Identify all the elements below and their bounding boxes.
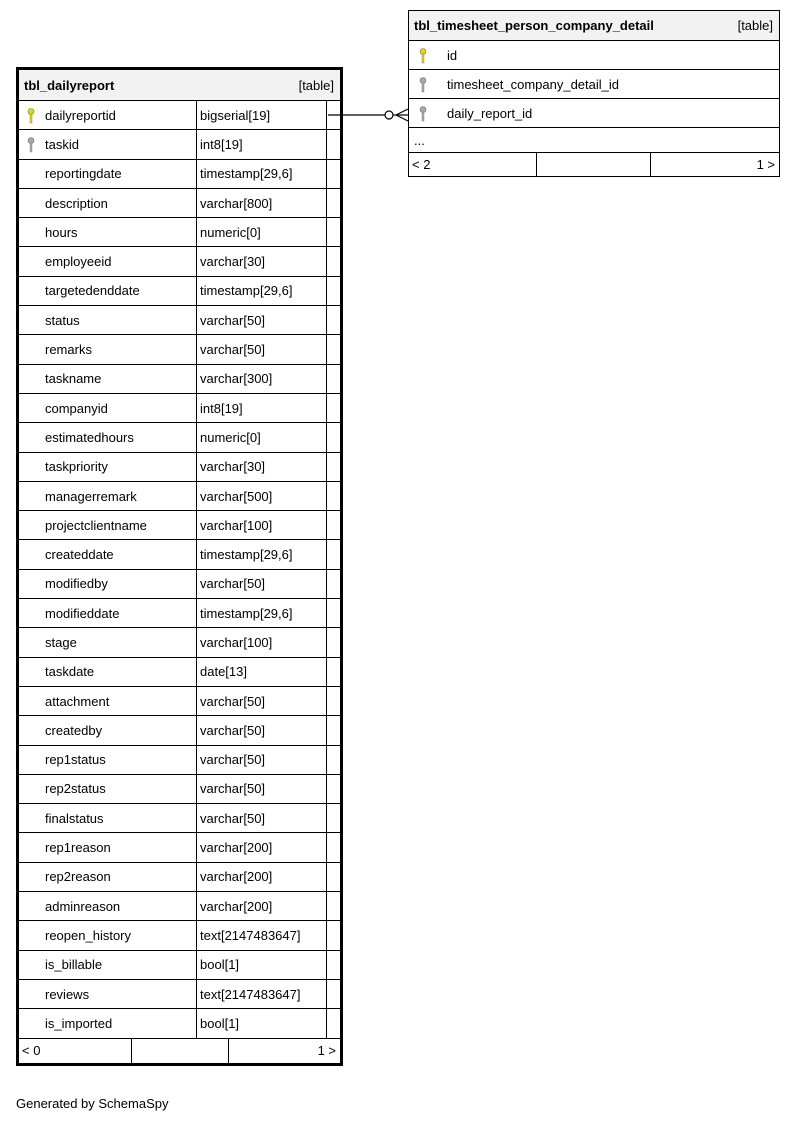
column-name-text: daily_report_id xyxy=(447,105,533,121)
column-type: numeric[0] xyxy=(196,423,327,451)
column-type: varchar[50] xyxy=(196,570,327,598)
parent-count: < 2 xyxy=(409,153,537,176)
column-type: varchar[30] xyxy=(196,247,327,275)
column-type: text[2147483647] xyxy=(196,980,327,1008)
column-name-text: remarks xyxy=(45,342,92,358)
column-name-text: status xyxy=(45,312,80,328)
column-name-text: rep2status xyxy=(45,781,106,797)
column-name-text: modifieddate xyxy=(45,605,120,621)
column-type: varchar[500] xyxy=(196,482,327,510)
column-type: timestamp[29,6] xyxy=(196,160,327,188)
column-name-text: taskpriority xyxy=(45,459,108,475)
table-kind: [table] xyxy=(298,77,334,93)
column-name-text: taskid xyxy=(45,136,79,152)
column-type: bool[1] xyxy=(196,1009,327,1037)
column-name-text: description xyxy=(45,195,108,211)
column-name-text: estimatedhours xyxy=(45,429,134,445)
column-type: text[2147483647] xyxy=(196,921,327,949)
column-name-text: rep1reason xyxy=(45,840,111,856)
column-name-text: projectclientname xyxy=(45,517,147,533)
column-type: varchar[300] xyxy=(196,365,327,393)
column-type: timestamp[29,6] xyxy=(196,277,327,305)
column-name-text: timesheet_company_detail_id xyxy=(447,76,619,92)
column-type: varchar[50] xyxy=(196,335,327,363)
column-type: bool[1] xyxy=(196,951,327,979)
column-type: varchar[200] xyxy=(196,892,327,920)
column-name-text: modifiedby xyxy=(45,576,108,592)
relationship-connector xyxy=(328,109,408,121)
column-name-text: attachment xyxy=(45,693,110,709)
column-name-text: stage xyxy=(45,634,77,650)
column-type: varchar[50] xyxy=(196,746,327,774)
column-type: varchar[50] xyxy=(196,306,327,334)
column-name-text: createdby xyxy=(45,722,103,738)
column-type: date[13] xyxy=(196,658,327,686)
more-columns: ... xyxy=(409,128,779,153)
column-name-text: employeeid xyxy=(45,254,112,270)
column-name-text: targetedenddate xyxy=(45,283,140,299)
column-name-text: rep2reason xyxy=(45,869,111,885)
column-type: varchar[800] xyxy=(196,189,327,217)
column-type: varchar[200] xyxy=(196,833,327,861)
column-name-text: is_billable xyxy=(45,957,103,973)
column-type: bigserial[19] xyxy=(196,101,327,129)
column-name-text: id xyxy=(447,47,458,63)
column-name-text: finalstatus xyxy=(45,810,104,826)
column-name-text: reportingdate xyxy=(45,166,122,182)
column-name-text: is_imported xyxy=(45,1015,113,1031)
column-type: timestamp[29,6] xyxy=(196,599,327,627)
column-type: varchar[200] xyxy=(196,863,327,891)
column-name-text: createddate xyxy=(45,547,114,563)
child-count: 1 > xyxy=(317,1043,336,1058)
column-type: varchar[50] xyxy=(196,804,327,832)
column-name-text: reviews xyxy=(45,986,90,1002)
column-type: varchar[50] xyxy=(196,716,327,744)
zero-cardinality-icon xyxy=(385,111,393,119)
column-type: varchar[100] xyxy=(196,628,327,656)
column-name-text: taskname xyxy=(45,371,102,387)
child-count: 1 > xyxy=(756,157,775,172)
column-name-text: companyid xyxy=(45,400,108,416)
column-type: varchar[50] xyxy=(196,687,327,715)
column-name-text: adminreason xyxy=(45,898,121,914)
column-type: int8[19] xyxy=(196,394,327,422)
column-type: varchar[50] xyxy=(196,775,327,803)
column-name-text: rep1status xyxy=(45,752,106,768)
parent-count: < 0 xyxy=(19,1039,132,1063)
column-type: int8[19] xyxy=(196,130,327,158)
column-name-text: taskdate xyxy=(45,664,95,680)
column-name-text: hours xyxy=(45,224,78,240)
table-kind: [table] xyxy=(737,18,773,33)
table-name[interactable]: tbl_timesheet_person_company_detail xyxy=(414,18,654,33)
column-type: varchar[100] xyxy=(196,511,327,539)
column-type: timestamp[29,6] xyxy=(196,540,327,568)
column-type: varchar[30] xyxy=(196,453,327,481)
table-name[interactable]: tbl_dailyreport xyxy=(24,77,115,93)
column-name-text: reopen_history xyxy=(45,927,131,943)
column-name-text: managerremark xyxy=(45,488,137,504)
generated-by-text: Generated by SchemaSpy xyxy=(16,1096,169,1111)
column-name-text: dailyreportid xyxy=(45,107,116,123)
column-type: numeric[0] xyxy=(196,218,327,246)
